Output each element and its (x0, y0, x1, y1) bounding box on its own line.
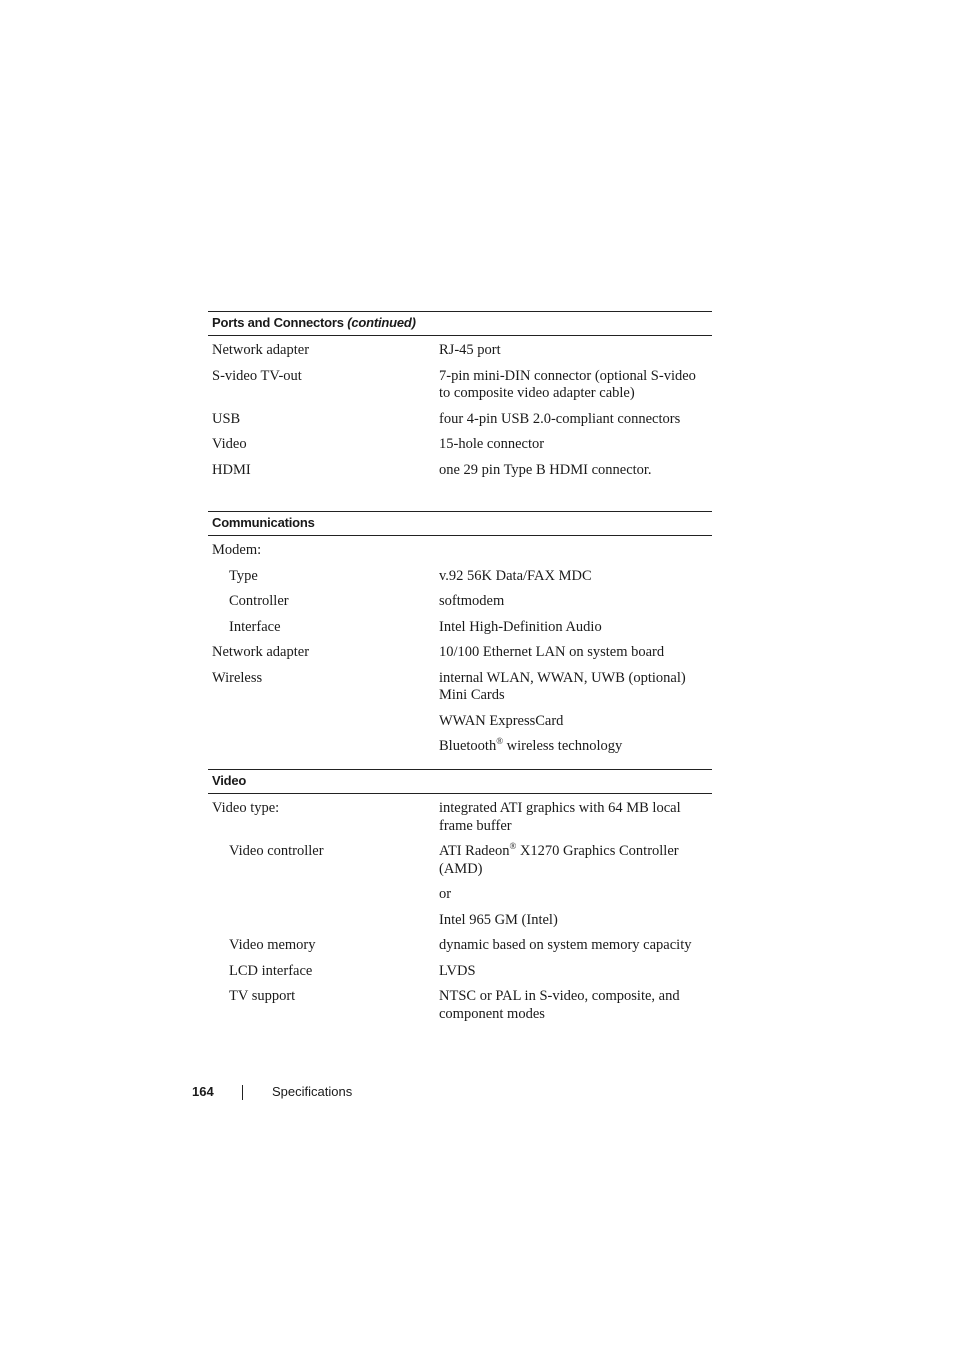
row-value: or (439, 886, 452, 902)
table-row (208, 984, 712, 1027)
value-text: Bluetooth (439, 738, 497, 754)
row-value: 7-pin mini-DIN connector (optional S-video to composite video adapter cable) (439, 367, 696, 401)
table-row (208, 338, 712, 364)
row-label: HDMI (212, 461, 251, 478)
table-row (208, 882, 712, 908)
row-label: Wireless (212, 669, 263, 686)
row-value: 10/100 Ethernet LAN on system board (439, 644, 665, 660)
ports-connectors-title: Ports and Connectors (212, 315, 344, 330)
registered-mark: ® (509, 841, 517, 851)
row-value: Intel 965 GM (Intel) (439, 911, 558, 928)
row-label: Network adapter (212, 342, 310, 358)
row-value: Intel High-Definition Audio (439, 618, 602, 635)
footer-divider (242, 1085, 243, 1100)
table-row (208, 709, 712, 735)
row-value: integrated ATI graphics with 64 MB local frame buffer (439, 800, 681, 834)
row-value: one 29 pin Type B HDMI connector. (439, 461, 652, 478)
row-label: USB (212, 410, 241, 427)
communications-heading: Communications (208, 512, 712, 536)
table-row (208, 432, 712, 458)
video-table (208, 769, 712, 1027)
row-value: 15-hole connector (439, 436, 545, 452)
row-label: LCD interface (229, 962, 313, 979)
row-label: Network adapter (212, 644, 310, 660)
table-row (208, 908, 712, 934)
row-label: Controller (229, 593, 289, 609)
row-label: TV support (229, 988, 296, 1004)
row-value: WWAN ExpressCard (439, 712, 564, 729)
row-label: Interface (229, 618, 281, 635)
table-row (208, 615, 712, 641)
table-row (208, 734, 712, 760)
registered-mark: ® (496, 736, 504, 746)
table-row (208, 364, 712, 407)
table-row (208, 458, 712, 484)
table-row (208, 839, 712, 882)
ports-connectors-heading (208, 312, 712, 336)
table-row (208, 666, 712, 709)
row-value: v.92 56K Data/FAX MDC (439, 567, 592, 584)
value-text: X1270 Graphics Controller (AMD) (439, 843, 679, 877)
row-value: NTSC or PAL in S-video, composite, and component modes (439, 988, 680, 1022)
ports-connectors-table (208, 311, 712, 483)
row-label: Video type: (212, 800, 280, 816)
row-label (208, 886, 439, 904)
table-row (208, 959, 712, 985)
row-label (208, 713, 439, 731)
row-value: dynamic based on system memory capacity (439, 937, 692, 953)
communications-table (208, 511, 712, 760)
page-number: 164 (192, 1084, 214, 1099)
table-row (208, 538, 712, 564)
row-value: four 4-pin USB 2.0-compliant connectors (439, 410, 681, 427)
row-label (208, 912, 439, 930)
ports-connectors-continued: (continued) (347, 315, 416, 330)
row-label: Video controller (229, 843, 324, 859)
row-label: S-video TV-out (212, 367, 302, 384)
row-label: Video memory (229, 937, 316, 953)
row-value: RJ-45 port (439, 342, 501, 358)
footer-section-title: Specifications (272, 1084, 353, 1099)
row-label: Modem: (212, 542, 262, 558)
table-row (208, 796, 712, 839)
row-value: internal WLAN, WWAN, UWB (optional) Mini Cards (439, 669, 686, 703)
row-label (208, 738, 439, 756)
row-label: Type (229, 567, 258, 584)
table-row (208, 407, 712, 433)
table-row (208, 589, 712, 615)
value-text: ATI Radeon (439, 843, 510, 859)
row-value (439, 738, 709, 756)
row-value: LVDS (439, 962, 476, 979)
value-text: wireless technology (503, 738, 623, 754)
table-row (208, 933, 712, 959)
row-value: softmodem (439, 593, 505, 609)
video-heading: Video (208, 770, 712, 794)
row-value (439, 542, 709, 560)
table-row (208, 564, 712, 590)
table-row (208, 640, 712, 666)
row-value (439, 843, 709, 878)
row-label: Video (212, 436, 247, 452)
